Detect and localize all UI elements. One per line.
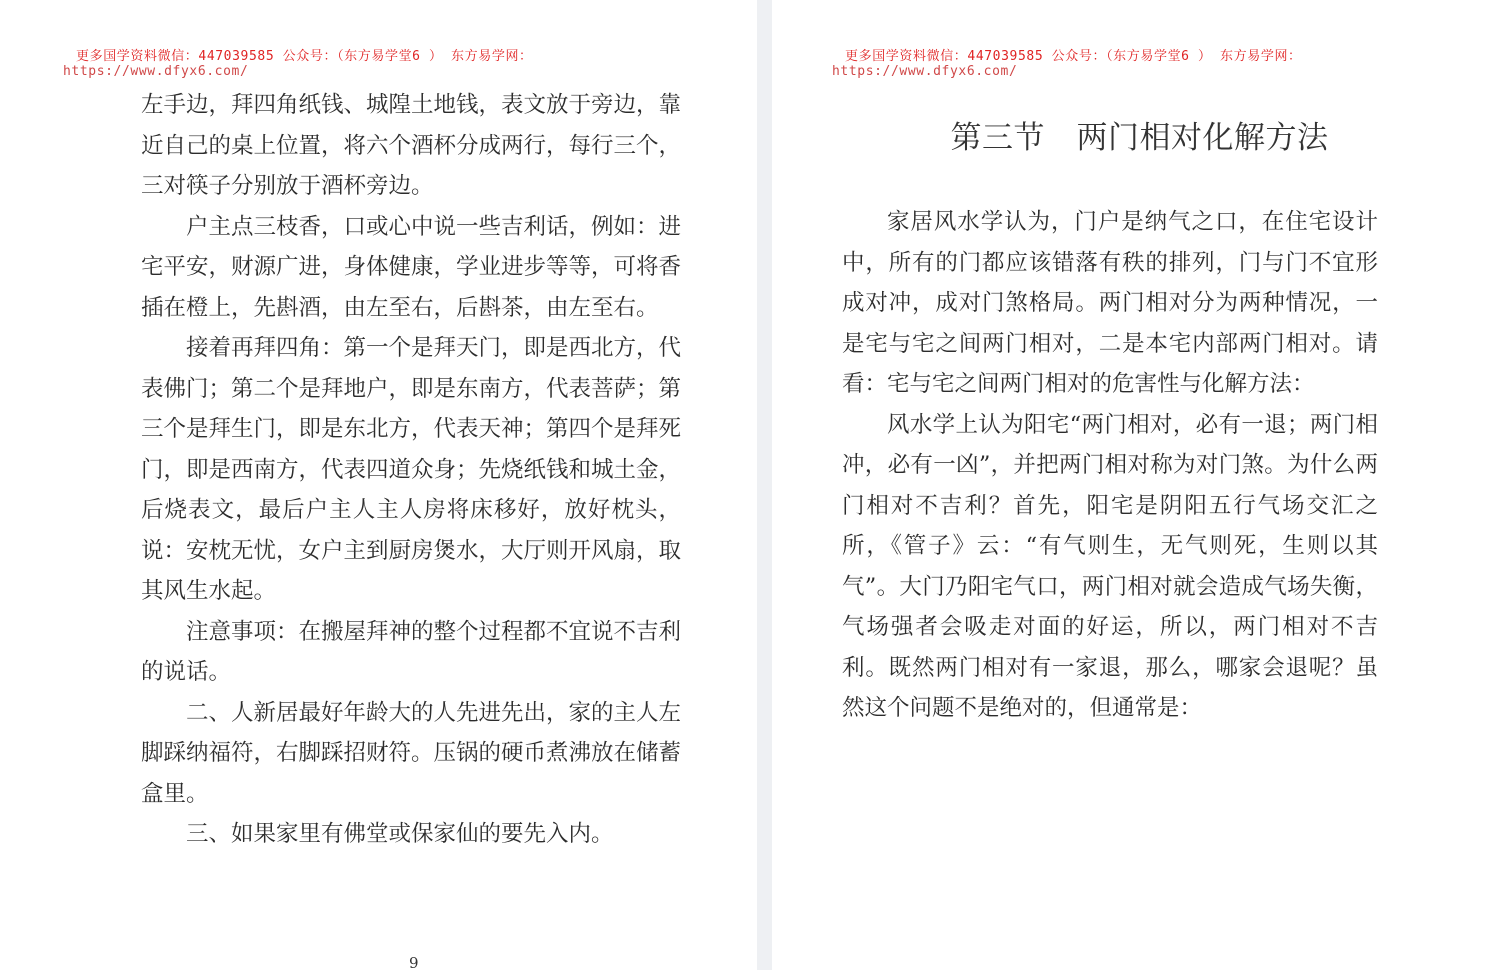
page-body-text xyxy=(842,202,1378,729)
header-promo-text: 更多国学资料微信：447039585 公众号：（东方易学堂6 ） 东方易学网： xyxy=(845,49,1302,64)
paragraph: 风水学上认为阳宅“两门相对，必有一退；两门相冲，必有一凶”，并把两门相对称为对门煞。为什么两门相对不吉利？首先，阳宅是阴阳五行气场交汇之所，《管子》云：“有气则生，无气则死，生则以其气”。大门乃阳宅气口，两门相对就会造成气场失衡，气场强者会吸走对面的好运，所以，两门相对不吉利。既然两门相对有一家退，那么，哪家会退呢？虽然这个问题不是绝对的，但通常是： xyxy=(842,411,1378,721)
section-title: 第三节 两门相对化解方法 xyxy=(950,120,1329,156)
paragraph: 三、如果家里有佛堂或保家仙的要先入内。 xyxy=(186,821,614,847)
page-body-text xyxy=(141,85,681,855)
header-url-text: https://www.dfyx6.com/ xyxy=(832,64,1018,79)
paragraph: 户主点三枝香，口或心中说一些吉利话，例如：进宅平安，财源广进，身体健康，学业进步等等，可将香插在橙上，先斟酒，由左至右，后斟茶，由左至右。 xyxy=(141,213,682,321)
paragraph: 接着再拜四角：第一个是拜天门，即是西北方，代表佛门；第二个是拜地户，即是东南方，代表菩萨；第三个是拜生门，即是东北方，代表天神；第四个是拜死门，即是西南方，代表四道众身；先烧纸钱和城土金，后烧表文，最后户主人主人房将床移好，放好枕头，说：安枕无忧，女户主到厨房煲水，大厅则开风扇，取其风生水起。 xyxy=(141,335,682,604)
paragraph: 家居风水学认为，门户是纳气之口，在住宅设计中，所有的门都应该错落有秩的排列，门与门不宜形成对冲，成对门煞格局。两门相对分为两种情况，一是宅与宅之间两门相对，二是本宅内部两门相对。请看：宅与宅之间两门相对的危害性与化解方法： xyxy=(842,209,1378,397)
header-url-text: https://www.dfyx6.com/ xyxy=(63,64,249,79)
paragraph: 注意事项：在搬屋拜神的整个过程都不宜说不吉利的说话。 xyxy=(141,618,682,685)
page-right xyxy=(772,0,1507,970)
page-number: 9 xyxy=(409,954,419,970)
paragraph: 左手边，拜四角纸钱、城隍土地钱，表文放于旁边，靠近自己的桌上位置，将六个酒杯分成两行，每行三个，三对筷子分别放于酒杯旁边。 xyxy=(141,92,682,199)
paragraph: 二、人新居最好年龄大的人先进先出，家的主人左脚踩纳福符，右脚踩招财符。压锅的硬币煮沸放在储蓄盒里。 xyxy=(141,699,682,807)
header-promo-text: 更多国学资料微信：447039585 公众号：（东方易学堂6 ） 东方易学网： xyxy=(76,49,533,64)
